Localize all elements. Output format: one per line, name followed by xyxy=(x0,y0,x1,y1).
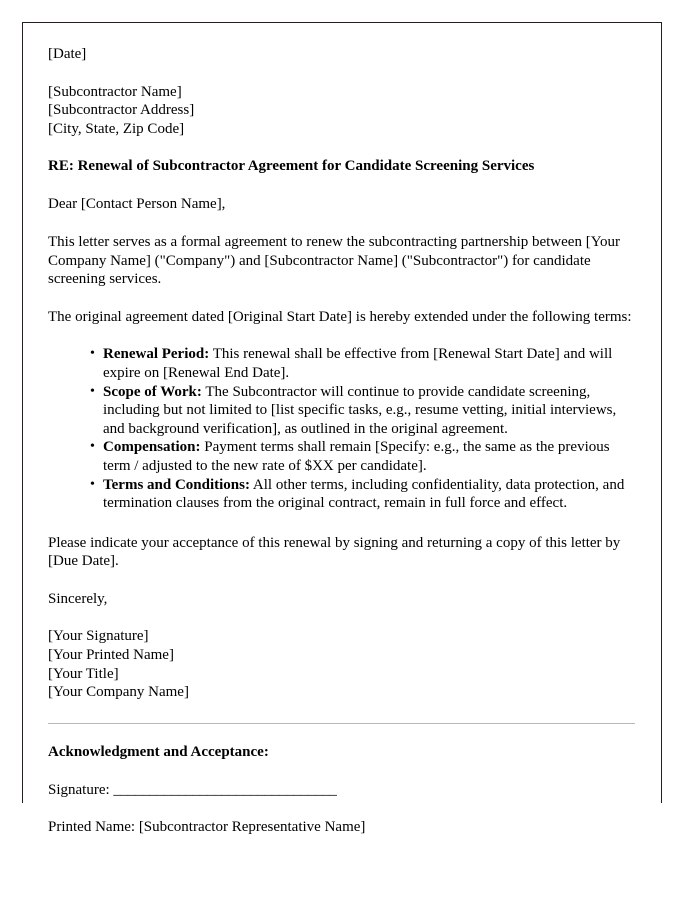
subject-heading: RE: Renewal of Subcontractor Agreement for Candidate Screening Services xyxy=(48,158,535,175)
list-item xyxy=(90,383,634,439)
term-label: Scope of Work: xyxy=(103,383,202,400)
letter-page xyxy=(22,22,662,836)
list-item xyxy=(90,438,634,475)
sender-company: [Your Company Name] xyxy=(48,684,189,701)
term-label: Compensation: xyxy=(103,439,201,456)
recipient-line-3: [City, State, Zip Code] xyxy=(48,120,185,137)
letter-body xyxy=(23,23,661,837)
date-line: [Date] xyxy=(48,46,87,62)
sender-signature-block xyxy=(48,627,634,701)
printed-name-field: Printed Name: [Subcontractor Representative Name] xyxy=(48,819,366,836)
acceptance-paragraph: Please indicate your acceptance of this renewal by signing and returning a copy of this letter by [Due Date]. xyxy=(48,534,621,570)
term-text: This renewal shall be effective from [Renewal Start Date] and will expire on [Renewal End Date]. xyxy=(103,346,613,381)
list-item xyxy=(90,345,634,382)
sender-title: [Your Title] xyxy=(48,665,119,682)
term-label: Renewal Period: xyxy=(103,346,210,363)
recipient-line-2: [Subcontractor Address] xyxy=(48,102,195,119)
closing-line: Sincerely, xyxy=(48,590,108,607)
term-text: The Subcontractor will continue to provide candidate screening, including but not limited to [list specific tasks, e.g., resume vetting, initial interviews, and background verification], as outlined in the original agreement. xyxy=(103,383,617,437)
acknowledgment-heading: Acknowledgment and Acceptance: xyxy=(48,743,269,760)
salutation: Dear [Contact Person Name], xyxy=(48,196,226,213)
signature-label: Signature: xyxy=(48,781,114,798)
terms-list xyxy=(48,345,634,512)
term-text: All other terms, including confidentiality, data protection, and termination clauses from the original contract, remain in full force and effect. xyxy=(103,476,625,512)
signature-blank-line: _______________________________ xyxy=(113,781,337,798)
sender-signature: [Your Signature] xyxy=(48,628,149,645)
intro-paragraph: This letter serves as a formal agreement to renew the subcontracting partnership between [Your Company Name] ("Company") and [Subcontractor Name] ("Subcontractor") for candidate screening services. xyxy=(48,233,621,288)
sender-printed-name: [Your Printed Name] xyxy=(48,647,174,664)
term-text: Payment terms shall remain [Specify: e.g., the same as the previous term / adjusted to the new rate of $XX per candidate]. xyxy=(103,439,610,474)
recipient-line-1: [Subcontractor Name] xyxy=(48,83,182,100)
extension-paragraph: The original agreement dated [Original Start Date] is hereby extended under the following terms: xyxy=(48,308,632,325)
list-item xyxy=(90,476,634,513)
recipient-address xyxy=(48,83,634,139)
signature-field xyxy=(48,781,634,800)
term-label: Terms and Conditions: xyxy=(103,476,250,493)
